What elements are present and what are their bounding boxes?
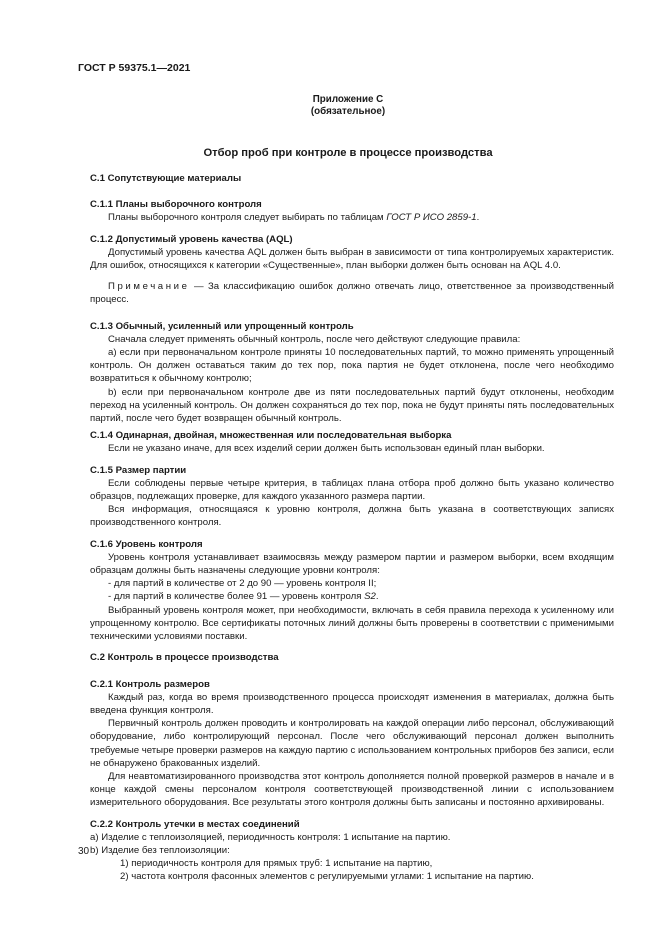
section-c22-subitem-1: 1) периодичность контроля для прямых труб: 1 испытание на партию, — [120, 858, 433, 870]
section-c22-heading: С.2.2 Контроль утечки в местах соединений — [90, 818, 300, 830]
section-c22-item-a: а) Изделие с теплоизоляцией, периодичность контроля: 1 испытание на партию. — [90, 831, 451, 843]
page-title: Отбор проб при контроле в процессе производства — [203, 147, 493, 159]
section-c14-heading: С.1.4 Одинарная, двойная, множественная или последовательная выборка — [90, 430, 452, 442]
section-c13-item-a: а) если при первоначальном контроле приняты 10 последовательных партий, то можно применять упрощенный контроль. Он должен оставаться таким до тех пор, пока партия не будет отклонена, после чего необходимо возвратиться к обычному контролю; — [90, 347, 614, 385]
section-c12-text: Допустимый уровень качества AQL должен быть выбран в зависимости от типа контролируемых характеристик. Для ошибок, относящихся к категории «Существенные», план выборки должен быть основан на AQL 4.0. — [90, 246, 614, 272]
section-c11-heading: С.1.1 Планы выборочного контроля — [90, 199, 262, 211]
section-c14-text: Если не указано иначе, для всех изделий серии должен быть использован единый план выборки. — [108, 443, 545, 455]
annex-status: (обязательное) — [310, 106, 386, 117]
note-label: Примечание — [108, 281, 190, 293]
note: Примечание — За классификацию ошибок должно отвечать лицо, ответственное за производственный процесс. — [90, 281, 614, 306]
section-c12-heading: С.1.2 Допустимый уровень качества (AQL) — [90, 233, 293, 245]
page-number: 30 — [78, 846, 90, 857]
section-c15-heading: С.1.5 Размер партии — [90, 464, 187, 476]
section-c13-item-b: b) если при первоначальном контроле две из пяти последовательных партий будут отклонены, необходим переход на усиленный контроль. Он должен сохраняться до тех пор, пока не будут приняты пять последовательных партий, после чего будет возвращен обычный контроль. — [90, 386, 614, 425]
section-c13-heading: С.1.3 Обычный, усиленный или упрощенный контроль — [90, 320, 354, 332]
section-c13-intro: Сначала следует применять обычный контроль, после чего действуют следующие правила: — [108, 333, 521, 345]
section-c22-subitem-2: 2) частота контроля фасонных элементов с регулируемыми углами: 1 испытание на партию. — [120, 871, 534, 883]
section-c16-heading: С.1.6 Уровень контроля — [90, 538, 203, 550]
section-c21-p1: Каждый раз, когда во время производственного процесса происходят изменения в материалах, должна быть введена функция контроля. — [90, 691, 614, 716]
control-level: S2 — [364, 591, 376, 603]
document-body — [90, 172, 614, 884]
section-c15-p2: Вся информация, относящаяся к уровню контроля, должна быть указана в соответствующих записях производственного контроля. — [90, 504, 614, 529]
section-c21-p2: Первичный контроль должен проводить и контролировать на каждой операции либо персонал, обслуживающий оборудование, либо контролирующий персонал. После чего обслуживающий персонал должен выполнить требуемые четыре проверки размеров на каждую партию с использованием контрольных приборов без записи, если не обнаружено бракованных изделий. — [90, 718, 614, 769]
section-c16-list-item: - для партий в количестве от 2 до 90 — уровень контроля II; — [108, 578, 377, 590]
section-c15-p1: Если соблюдены первые четыре критерия, в таблицах плана отбора проб должно быть указано количество образцов, подлежащих проверке, для каждого указанного размера партии. — [90, 477, 614, 503]
section-c21-p3: Для неавтоматизированного производства этот контроль дополняется полной проверкой размеров в начале и в конце каждой смены персоналом контроля соответствующей производственной линии с использованием измерительного оборудования. Все результаты этого контроля должны быть записаны и постоянно архивированы. — [90, 770, 614, 809]
annex-label: Приложение С — [312, 94, 384, 105]
section-c1-heading: С.1 Сопутствующие материалы — [90, 173, 242, 184]
section-c16-list-item: - для партий в количестве более 91 — уровень контроля S2. — [108, 591, 379, 603]
standard-designation: ГОСТ Р 59375.1—2021 — [78, 62, 191, 74]
section-c22-item-b: b) Изделие без теплоизоляции: — [90, 844, 230, 856]
standard-reference: ГОСТ Р ИСО 2859-1 — [386, 212, 477, 224]
section-c21-heading: С.2.1 Контроль размеров — [90, 678, 210, 690]
section-c2-heading: С.2 Контроль в процессе производства — [90, 652, 279, 664]
section-c16-p2: Выбранный уровень контроля может, при необходимости, включать в себя правила перехода к усиленному или упрощенному контролю. Все сертификаты поточных линий должны быть проверены в соответствии с применимыми техническими условиями поставки. — [90, 604, 614, 643]
section-c16-p1: Уровень контроля устанавливает взаимосвязь между размером партии и размером выборки, всем входящим образцам должны быть назначены следующие уровни контроля: — [90, 551, 614, 577]
section-c11-text: Планы выборочного контроля следует выбирать по таблицам ГОСТ Р ИСО 2859-1. — [108, 212, 480, 224]
